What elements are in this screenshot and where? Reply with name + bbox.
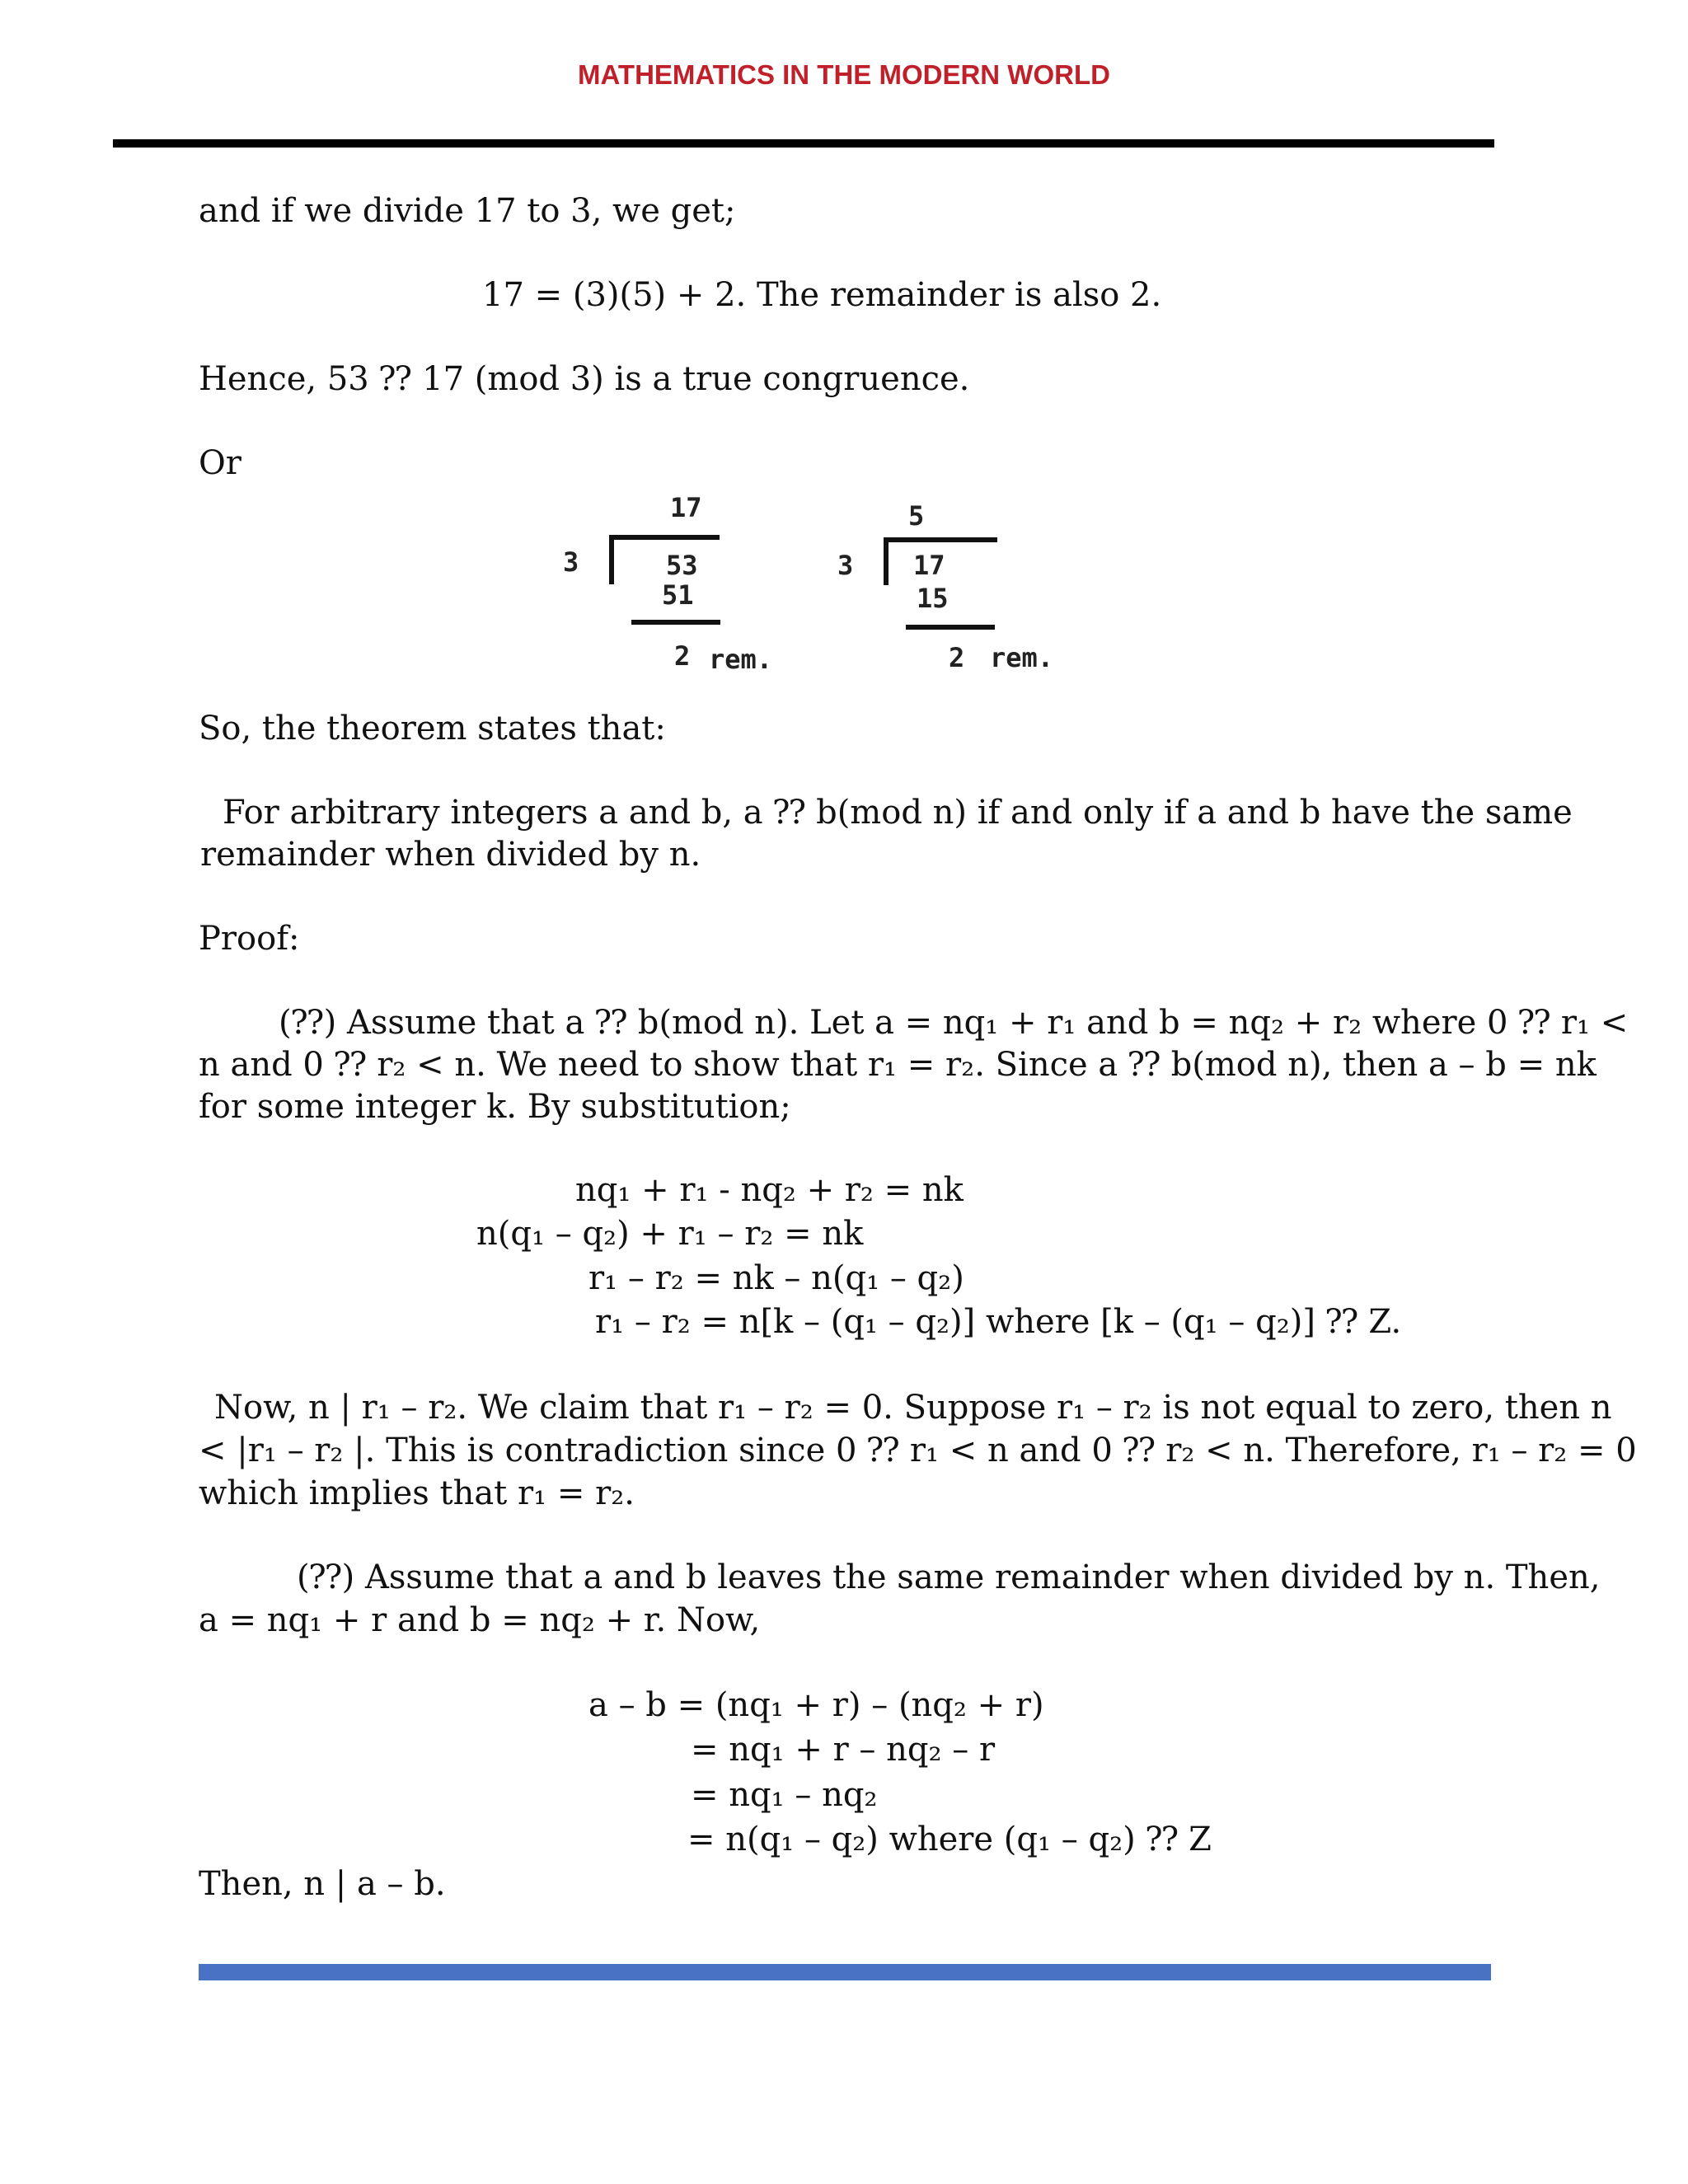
equation-line: nq₁ + r₁ - nq₂ + r₂ = nk bbox=[575, 1171, 964, 1209]
equation-division: 17 = (3)(5) + 2. The remainder is also 2. bbox=[482, 276, 1162, 314]
equation-line: = nq₁ – nq₂ bbox=[691, 1776, 878, 1814]
theorem-line-1: For arbitrary integers a and b, a ⁇ b(mod n) if and only if a and b have the same bbox=[223, 794, 1573, 832]
proof-forward-line-1: (⁇) Assume that a ⁇ b(mod n). Let a = nq₁ + r₁ and b = nq₂ + r₂ where 0 ⁇ r₁ < bbox=[279, 1004, 1629, 1042]
equation-line: a – b = (nq₁ + r) – (nq₂ + r) bbox=[588, 1686, 1044, 1724]
equation-line: r₁ – r₂ = nk – n(q₁ – q₂) bbox=[588, 1259, 964, 1297]
proof-forward-line-3: for some integer k. By substitution; bbox=[199, 1088, 791, 1126]
paragraph-congruence: Hence, 53 ⁇ 17 (mod 3) is a true congruence. bbox=[199, 360, 970, 398]
division-divisor: 3 bbox=[837, 550, 854, 581]
conclusion: Then, n | a – b. bbox=[199, 1865, 446, 1903]
header-title: MATHEMATICS IN THE MODERN WORLD bbox=[578, 59, 1110, 90]
division-remainder: 2 bbox=[949, 642, 965, 673]
division-dividend: 17 bbox=[913, 550, 945, 581]
claim-line-1: Now, n | r₁ – r₂. We claim that r₁ – r₂ = 0. Suppose r₁ – r₂ is not equal to zero, then n bbox=[214, 1389, 1612, 1427]
division-quotient: 5 bbox=[908, 500, 925, 532]
header-rule bbox=[113, 139, 1494, 148]
equation-line: = n(q₁ – q₂) where (q₁ – q₂) ⁇ Z bbox=[687, 1821, 1212, 1858]
division-product: 51 bbox=[662, 579, 694, 611]
division-bracket-top bbox=[609, 535, 720, 540]
division-subtraction-line bbox=[906, 625, 995, 630]
claim-line-2: < |r₁ – r₂ |. This is contradiction since 0 ⁇ r₁ < n and 0 ⁇ r₂ < n. Therefore, r₁ – r₂ = 0 bbox=[199, 1432, 1637, 1469]
equation-line: n(q₁ – q₂) + r₁ – r₂ = nk bbox=[476, 1215, 864, 1253]
division-quotient: 17 bbox=[670, 492, 702, 523]
division-remainder: 2 bbox=[674, 640, 691, 672]
footer-rule bbox=[199, 1964, 1491, 1980]
division-bracket-side bbox=[884, 537, 889, 585]
proof-converse-line-1: (⁇) Assume that a and b leaves the same remainder when divided by n. Then, bbox=[297, 1558, 1601, 1596]
proof-converse-line-2: a = nq₁ + r and b = nq₂ + r. Now, bbox=[199, 1601, 761, 1639]
theorem-line-2: remainder when divided by n. bbox=[200, 836, 701, 874]
division-subtraction-line bbox=[631, 620, 720, 625]
division-dividend: 53 bbox=[666, 550, 698, 581]
proof-heading: Proof: bbox=[199, 920, 300, 958]
division-remainder-label: rem. bbox=[709, 644, 773, 675]
paragraph-intro: and if we divide 17 to 3, we get; bbox=[199, 192, 736, 230]
division-bracket-side bbox=[609, 535, 614, 584]
division-product: 15 bbox=[917, 583, 949, 614]
paragraph-theorem-intro: So, the theorem states that: bbox=[199, 710, 666, 748]
division-bracket-top bbox=[884, 537, 997, 542]
equation-line: = nq₁ + r – nq₂ – r bbox=[691, 1731, 996, 1769]
division-divisor: 3 bbox=[563, 546, 579, 578]
claim-line-3: which implies that r₁ = r₂. bbox=[199, 1474, 635, 1512]
paragraph-or: Or bbox=[199, 444, 241, 482]
division-remainder-label: rem. bbox=[990, 642, 1054, 673]
proof-forward-line-2: n and 0 ⁇ r₂ < n. We need to show that r₁ = r₂. Since a ⁇ b(mod n), then a – b = nk bbox=[199, 1046, 1597, 1084]
equation-line: r₁ – r₂ = n[k – (q₁ – q₂)] where [k – (q₁ – q₂)] ⁇ Z. bbox=[595, 1303, 1402, 1341]
